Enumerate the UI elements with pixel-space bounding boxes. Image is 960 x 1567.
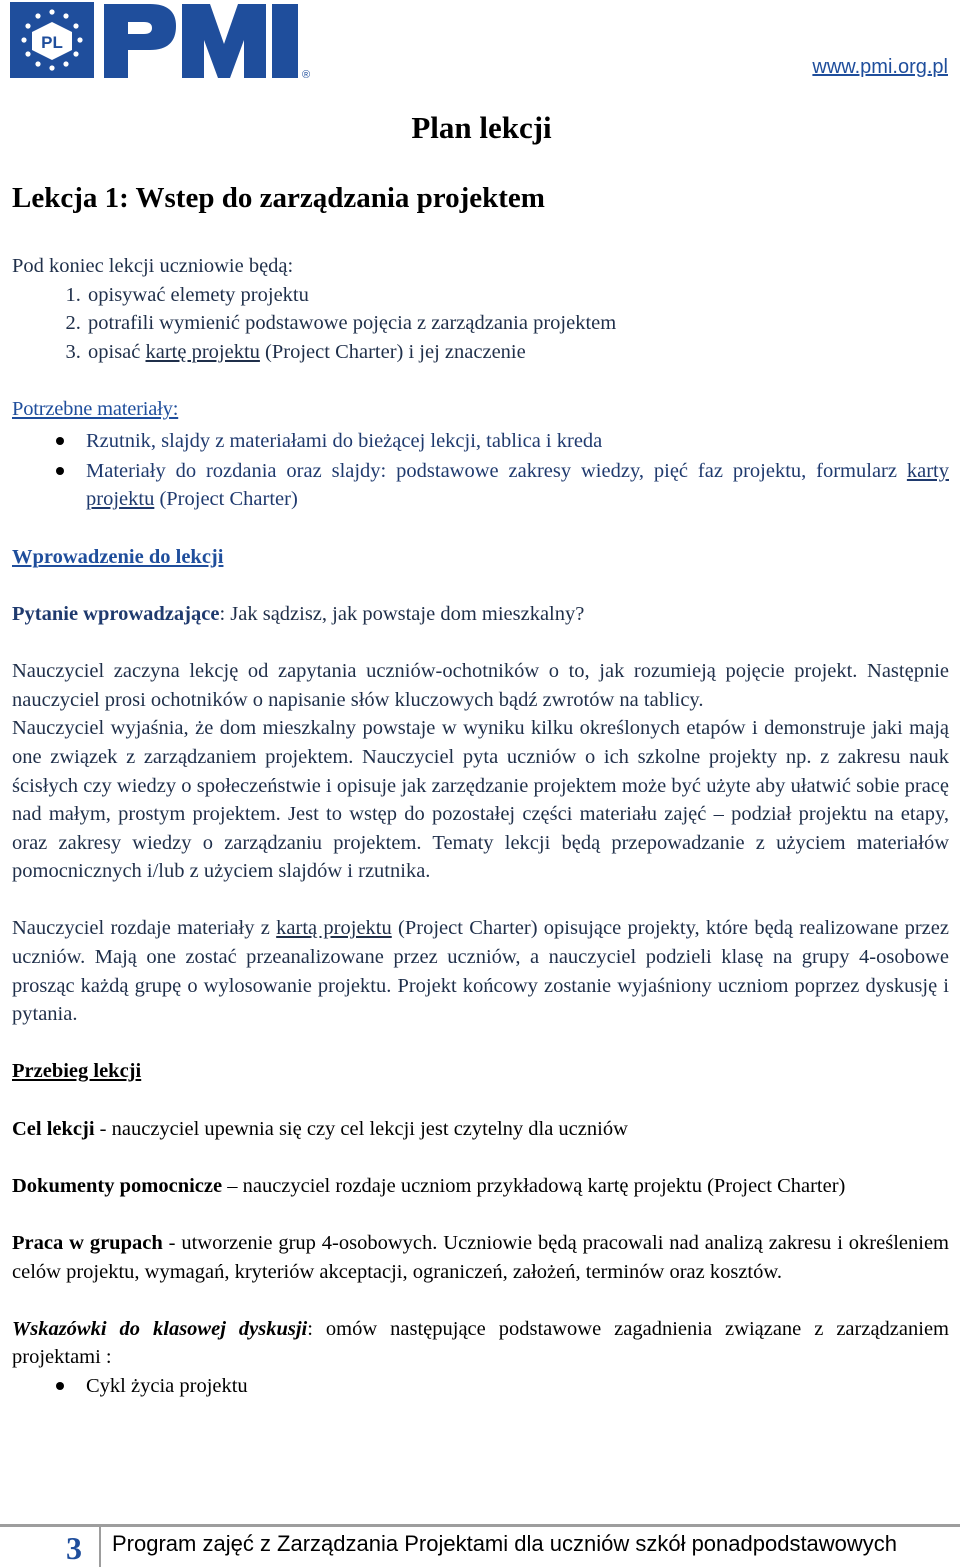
project-charter-link[interactable]: kartę projektu [145, 340, 260, 363]
pmi-poland-logo [10, 2, 310, 87]
svg-text:®: ® [302, 69, 310, 81]
logo-badge-text: PL [41, 33, 63, 52]
document-body [12, 110, 949, 1401]
docs-line: Dokumenty pomocnicze – nauczyciel rozdaje uczniom przykładową kartę projektu (Project Charter) [12, 1174, 846, 1197]
objective-item: 2. potrafili wymienić podstawowe pojęcia z zarządzania projektem [86, 309, 949, 338]
plan-title: Plan lekcji [411, 110, 552, 145]
materials-list [12, 427, 949, 514]
material-item: Rzutnik, slajdy z materiałami do bieżącej lekcji, tablica i kreda [86, 427, 949, 456]
lesson-title: Lekcja 1: Wstep do zarządzania projektem [12, 182, 545, 214]
page-number: 3 [66, 1530, 82, 1566]
page-header [0, 0, 960, 90]
objectives-intro: Pod koniec lekcji uczniowie będą: [12, 255, 294, 277]
intro-section-heading: Wprowadzenie do lekcji [12, 545, 224, 568]
material-item: Materiały do rozdania oraz slajdy: podstawowe zakresy wiedzy, pięć faz projektu, formularz karty projektu (Project Charter) [86, 457, 949, 514]
intro-question: Pytanie wprowadzające: Jak sądzisz, jak powstaje dom mieszkalny? [12, 602, 585, 625]
objectives-list [12, 281, 949, 367]
project-charter-link[interactable]: karty projektu [86, 459, 949, 511]
project-charter-link[interactable]: kartą projektu [276, 917, 392, 940]
topic-item: Cykl życia projektu [86, 1372, 949, 1401]
site-url-link[interactable]: www.pmi.org.pl [812, 56, 948, 78]
paragraph-1: Nauczyciel zaczyna lekcję od zapytania uczniów-ochotników o to, jak rozumieją pojęcie projekt. Następnie nauczyciel prosi ochotników o napisanie słów kluczowych bądź zwrotów na tablicy. [12, 660, 949, 711]
footer-rule [0, 1524, 960, 1527]
group-line: Praca w grupach - utworzenie grup 4-osobowych. Uczniowie będą pracowali nad analizą zakresu i określeniem celów projektu, wymagań, kryteriów akceptacji, ograniczeń, założeń, terminów oraz kosztów. [12, 1232, 949, 1283]
objective-item: 3. opisać kartę projektu (Project Charter) i jej znaczenie [86, 338, 949, 367]
course-section-heading: Przebieg lekcji [12, 1060, 142, 1083]
objective-item: 1. opisywać elemety projektu [86, 281, 949, 310]
paragraph-3: Nauczyciel rozdaje materiały z kartą projektu (Project Charter) opisujące projekty, które będą realizowane przez uczniów. Mają one zostać przeanalizowane przez uczniów, a nauczyciel podzieli klasę na grupy 4-osobowe prosząc każdą grupę o wylosowanie projektu. Projekt końcowy zostanie wyjaśniony uczniom poprzez dyskusję i pytania. [12, 917, 949, 1026]
hints-line: Wskazówki do klasowej dyskusji: omów następujące podstawowe zagadnienia związane z zarządzaniem projektami : [12, 1317, 949, 1369]
footer-title: Program zajęć z Zarządzania Projektami dla uczniów szkół ponadpodstawowych [112, 1531, 898, 1556]
topics-list [12, 1372, 949, 1401]
goal-line: Cel lekcji - nauczyciel upewnia się czy cel lekcji jest czytelny dla uczniów [12, 1117, 628, 1140]
paragraph-2: Nauczyciel wyjaśnia, że dom mieszkalny powstaje w wyniku kilku określonych etapów i demonstruje jaki mają one związek z zarządzaniem projektem. Nauczyciel pyta uczniów o ich szkolne projekty np. z zakresu nauk ścisłych czy wiedzy o społeczeństwie i opisuje jak zarzędzanie projektem może być użyte aby ułatwić sobie pracę nad małym, prostym projektem. Jest to wstęp do pozostałej części materiału zajęć – podział projektu na etapy, oraz zakresy wiedzy o zarządzaniu projektem. Tematy lekcji będą przepowadzanie z użyciem materiałów pomocnicznych i/lub z użyciem slajdów i rzutnika. [12, 717, 949, 883]
footer-divider [99, 1527, 101, 1567]
materials-heading: Potrzebne materiały: [12, 398, 179, 421]
